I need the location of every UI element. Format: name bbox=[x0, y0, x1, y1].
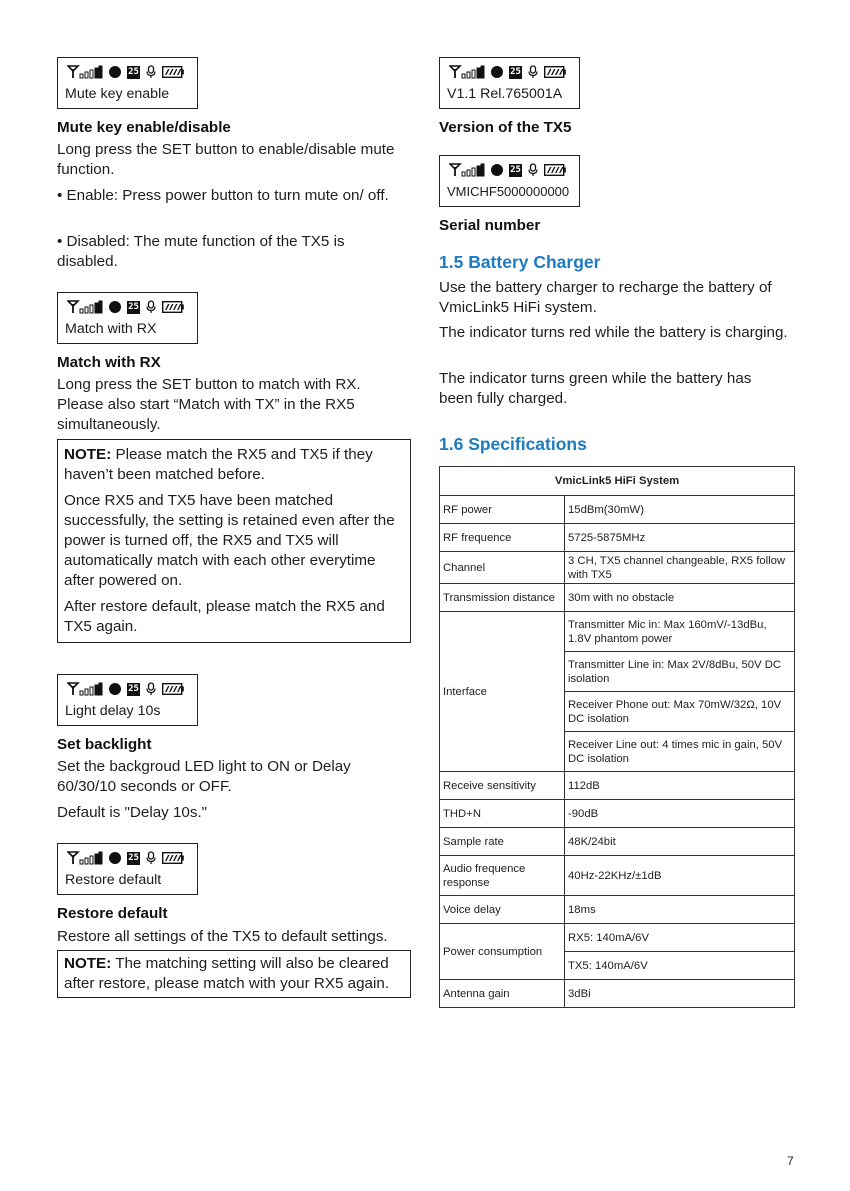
lcd-status-icons bbox=[67, 65, 184, 79]
lcd-screen-match bbox=[57, 292, 198, 344]
lcd-status-icons bbox=[67, 300, 184, 314]
record-dot-icon bbox=[109, 301, 121, 313]
spec-label: Audio frequence response bbox=[440, 856, 565, 896]
lcd-screen-mute bbox=[57, 57, 198, 109]
spec-label: Receive sensitivity bbox=[440, 772, 565, 800]
match-note-p2: Once RX5 and TX5 have been matched successfully, the setting is retained even after the power is turned off, the RX5 and TX5 will automatically match with each other everytime after powered on. bbox=[64, 492, 395, 589]
section-heading-specifications: 1.6 Specifications bbox=[439, 434, 587, 454]
serial-caption: Serial number bbox=[439, 217, 541, 234]
backlight-heading: Set backlight bbox=[57, 736, 152, 753]
spec-value: 30m with no obstacle bbox=[565, 584, 795, 612]
match-text: Long press the SET button to match with RX. Please also start “Match with TX” in the RX5 simultaneously. bbox=[57, 376, 361, 433]
mute-bullet-disable: • Disabled: The mute function of the TX5 is disabled. bbox=[57, 233, 345, 270]
lcd-screen-text: V1.1 Rel.765001A bbox=[447, 86, 563, 102]
note-label: NOTE: bbox=[64, 446, 112, 463]
spec-label: RF power bbox=[440, 496, 565, 524]
antenna-signal-icon bbox=[449, 65, 485, 79]
spec-value: TX5: 140mA/6V bbox=[565, 952, 795, 980]
microphone-icon bbox=[528, 65, 538, 79]
spec-label: Sample rate bbox=[440, 828, 565, 856]
charger-p1: Use the battery charger to recharge the battery of VmicLink5 HiFi system. bbox=[439, 279, 772, 316]
record-dot-icon bbox=[109, 852, 121, 864]
spec-value: Transmitter Mic in: Max 160mV/-13dBu, 1.8V phantom power bbox=[565, 612, 795, 652]
spec-label: Power consumption bbox=[440, 924, 565, 980]
lcd-screen-version bbox=[439, 57, 580, 109]
spec-value: 3dBi bbox=[565, 980, 795, 1008]
lcd-screen-text: Match with RX bbox=[65, 321, 157, 337]
microphone-icon bbox=[146, 682, 156, 696]
channel-number-icon: 25 bbox=[510, 66, 521, 77]
section-heading-battery-charger: 1.5 Battery Charger bbox=[439, 252, 601, 272]
lcd-screen-text: Mute key enable bbox=[65, 86, 170, 102]
spec-value: -90dB bbox=[565, 800, 795, 828]
restore-note-box bbox=[57, 950, 411, 998]
lcd-screen-text: Restore default bbox=[65, 872, 162, 888]
lcd-screen-text: VMICHF5000000000 bbox=[447, 184, 570, 199]
backlight-text: Set the backgroud LED light to ON or Delay 60/30/10 seconds or OFF. bbox=[57, 758, 351, 795]
mute-intro: Long press the SET button to enable/disable mute function. bbox=[57, 141, 395, 178]
table-row bbox=[440, 772, 795, 800]
channel-number-icon: 25 bbox=[128, 301, 139, 312]
channel-number-icon: 25 bbox=[510, 164, 521, 175]
microphone-icon bbox=[528, 163, 538, 177]
lcd-screen-backlight bbox=[57, 674, 198, 726]
spec-value: 5725-5875MHz bbox=[565, 524, 795, 552]
table-row bbox=[440, 496, 795, 524]
version-caption: Version of the TX5 bbox=[439, 119, 572, 136]
table-title: VmicLink5 HiFi System bbox=[440, 467, 795, 496]
antenna-signal-icon bbox=[67, 851, 103, 865]
microphone-icon bbox=[146, 851, 156, 865]
spec-value: RX5: 140mA/6V bbox=[565, 924, 795, 952]
table-row bbox=[440, 524, 795, 552]
channel-number-icon: 25 bbox=[128, 66, 139, 77]
spec-value: 112dB bbox=[565, 772, 795, 800]
match-note-p3: After restore default, please match the RX5 and TX5 again. bbox=[64, 598, 385, 635]
spec-label: Antenna gain bbox=[440, 980, 565, 1008]
antenna-signal-icon bbox=[67, 300, 103, 314]
note-text: The matching setting will also be cleared after restore, please match with your RX5 again. bbox=[64, 955, 390, 992]
spec-value: 48K/24bit bbox=[565, 828, 795, 856]
match-note-box bbox=[57, 439, 411, 643]
channel-number-icon: 25 bbox=[128, 852, 139, 863]
antenna-signal-icon bbox=[449, 163, 485, 177]
battery-icon bbox=[544, 66, 566, 78]
mute-bullet-enable: • Enable: Press power button to turn mute on/ off. bbox=[57, 187, 389, 204]
table-row bbox=[440, 856, 795, 896]
table-row bbox=[440, 828, 795, 856]
table-row bbox=[440, 924, 795, 952]
spec-value: 15dBm(30mW) bbox=[565, 496, 795, 524]
spec-label: Interface bbox=[440, 612, 565, 772]
battery-icon bbox=[162, 852, 184, 864]
specifications-table bbox=[439, 466, 795, 1008]
mute-heading: Mute key enable/disable bbox=[57, 119, 231, 136]
channel-number-icon: 25 bbox=[128, 683, 139, 694]
lcd-screen-serial bbox=[439, 155, 580, 207]
backlight-default: Default is "Delay 10s." bbox=[57, 804, 208, 821]
table-row bbox=[440, 467, 795, 496]
microphone-icon bbox=[146, 300, 156, 314]
match-heading: Match with RX bbox=[57, 354, 161, 371]
restore-text: Restore all settings of the TX5 to default settings. bbox=[57, 928, 388, 945]
antenna-signal-icon bbox=[67, 65, 103, 79]
spec-value: 3 CH, TX5 channel changeable, RX5 follow with TX5 bbox=[565, 552, 795, 584]
spec-label: Transmission distance bbox=[440, 584, 565, 612]
table-row bbox=[440, 896, 795, 924]
spec-value: Transmitter Line in: Max 2V/8dBu, 50V DC isolation bbox=[565, 652, 795, 692]
spec-label: RF frequence bbox=[440, 524, 565, 552]
table-row bbox=[440, 800, 795, 828]
battery-icon bbox=[544, 164, 566, 176]
table-row bbox=[440, 612, 795, 652]
note-label: NOTE: bbox=[64, 955, 112, 972]
lcd-screen-restore bbox=[57, 843, 198, 895]
spec-value: Receiver Line out: 4 times mic in gain, 50V DC isolation bbox=[565, 732, 795, 772]
lcd-status-icons bbox=[449, 163, 566, 177]
page-number: 7 bbox=[787, 1154, 794, 1168]
spec-label: Voice delay bbox=[440, 896, 565, 924]
battery-icon bbox=[162, 301, 184, 313]
restore-heading: Restore default bbox=[57, 905, 168, 922]
table-row bbox=[440, 584, 795, 612]
lcd-status-icons bbox=[67, 851, 184, 865]
spec-label: Channel bbox=[440, 552, 565, 584]
spec-value: 40Hz-22KHz/±1dB bbox=[565, 856, 795, 896]
table-row bbox=[440, 980, 795, 1008]
lcd-status-icons bbox=[449, 65, 566, 79]
antenna-signal-icon bbox=[67, 682, 103, 696]
battery-icon bbox=[162, 683, 184, 695]
record-dot-icon bbox=[109, 66, 121, 78]
record-dot-icon bbox=[109, 683, 121, 695]
charger-p2: The indicator turns red while the battery is charging. bbox=[439, 324, 788, 341]
record-dot-icon bbox=[491, 66, 503, 78]
spec-value: 18ms bbox=[565, 896, 795, 924]
charger-p3: The indicator turns green while the battery has been fully charged. bbox=[439, 370, 752, 407]
battery-icon bbox=[162, 66, 184, 78]
spec-label: THD+N bbox=[440, 800, 565, 828]
spec-value: Receiver Phone out: Max 70mW/32Ω, 10V DC isolation bbox=[565, 692, 795, 732]
microphone-icon bbox=[146, 65, 156, 79]
lcd-status-icons bbox=[67, 682, 184, 696]
match-note-p1 bbox=[64, 445, 404, 485]
note-text: Please match the RX5 and TX5 if they haven’t been matched before. bbox=[64, 446, 373, 483]
table-row bbox=[440, 552, 795, 584]
record-dot-icon bbox=[491, 164, 503, 176]
lcd-screen-text: Light delay 10s bbox=[65, 703, 161, 719]
